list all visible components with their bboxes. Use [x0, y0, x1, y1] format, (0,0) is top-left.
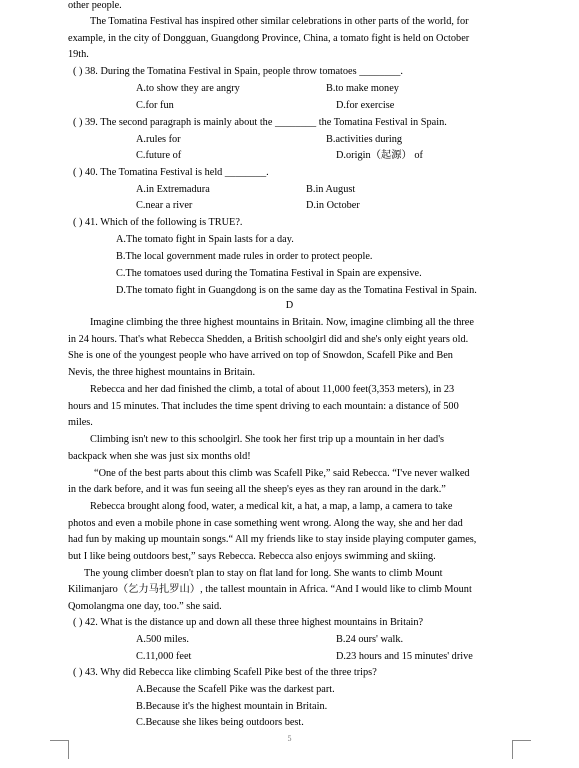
option-40-c: C.near a river — [136, 200, 193, 211]
question-41: ( ) 41. Which of the following is TRUE?. — [73, 217, 243, 228]
text-line: The young climber doesn't plan to stay on flat land for long. She wants to climb Mount — [84, 568, 443, 579]
option-38-d: D.for exercise — [336, 100, 395, 111]
option-42-c: C.11,000 feet — [136, 651, 192, 662]
option-38-b: B.to make money — [326, 83, 399, 94]
text-line: miles. — [68, 417, 93, 428]
question-42: ( ) 42. What is the distance up and down all these three highest mountains in Britain? — [73, 617, 424, 628]
text-line: Nevis, the three highest mountains in Britain. — [68, 367, 256, 378]
option-38-c: C.for fun — [136, 100, 174, 111]
text-line: Imagine climbing the three highest mountains in Britain. Now, imagine climbing all the three — [90, 317, 474, 328]
text-line: in the dark before, and it was fun seeing all the sheep's eyes as they ran around in the dark.” — [68, 484, 446, 495]
question-40: ( ) 40. The Tomatina Festival is held ________. — [73, 167, 269, 178]
text-line: Climbing isn't new to this schoolgirl. She took her first trip up a mountain in her dad's — [90, 434, 445, 445]
text-line: backpack when she was just six months old! — [68, 451, 251, 462]
option-39-a: A.rules for — [136, 134, 181, 145]
text-line: She is one of the youngest people who have arrived on top of Snowdon, Scafell Pike and Ben — [68, 350, 453, 361]
option-43-b: B.Because it's the highest mountain in Britain. — [136, 701, 328, 712]
page-corner-mark — [512, 740, 531, 759]
text-line: hours and 15 minutes. That includes the time spent driving to each mountain: a distance of 500 — [68, 401, 459, 412]
option-41-d: D.The tomato fight in Guangdong is on the same day as the Tomatina Festival in Spain. — [116, 285, 477, 296]
text-line: Kilimanjaro（乞力马扎罗山）, the tallest mountain in Africa. “And I would like to climb Mount — [68, 584, 472, 595]
question-38: ( ) 38. During the Tomatina Festival in Spain, people throw tomatoes ________. — [73, 66, 403, 77]
option-42-d: D.23 hours and 15 minutes' drive — [336, 651, 473, 662]
text-line: Rebecca brought along food, water, a medical kit, a hat, a map, a lamp, a camera to take — [90, 501, 453, 512]
option-40-d: D.in October — [306, 200, 360, 211]
text-line: other people. — [68, 0, 122, 11]
option-43-c: C.Because she likes being outdoors best. — [136, 717, 304, 728]
text-line: had fun by making up mountain songs.“ All my friends like to stay inside playing computer games, — [68, 534, 477, 545]
text-line: in 24 hours. That's what Rebecca Shedden, a British schoolgirl did and she's only eight years old. — [68, 334, 469, 345]
option-40-a: A.in Extremadura — [136, 184, 210, 195]
text-line: “One of the best parts about this climb was Scafell Pike,” said Rebecca. “I've never walked — [94, 468, 470, 479]
option-43-a: A.Because the Scafell Pike was the darkest part. — [136, 684, 335, 695]
option-41-a: A.The tomato fight in Spain lasts for a day. — [116, 234, 294, 245]
section-title: D — [285, 300, 294, 311]
text-line: photos and even a mobile phone in case something went wrong. Along the way, she and her dad — [68, 518, 463, 529]
option-39-d: D.origin（起源） of — [336, 150, 423, 161]
option-42-a: A.500 miles. — [136, 634, 189, 645]
text-line: 19th. — [68, 49, 89, 60]
page-corner-mark — [50, 740, 69, 759]
option-40-b: B.in August — [306, 184, 356, 195]
text-line: but I like being outdoors best,” says Rebecca. Rebecca also enjoys swimming and skiing. — [68, 551, 436, 562]
option-39-c: C.future of — [136, 150, 182, 161]
option-41-b: B.The local government made rules in order to protect people. — [116, 251, 373, 262]
text-line: Qomolangma one day, too.” she said. — [68, 601, 222, 612]
question-39: ( ) 39. The second paragraph is mainly about the ________ the Tomatina Festival in Spain. — [73, 117, 447, 128]
option-39-b: B.activities during — [326, 134, 403, 145]
option-41-c: C.The tomatoes used during the Tomatina Festival in Spain are expensive. — [116, 268, 422, 279]
text-line: The Tomatina Festival has inspired other similar celebrations in other parts of the world, for — [90, 16, 469, 27]
text-line: Rebecca and her dad finished the climb, a total of about 11,000 feet(3,353 meters), in 23 — [90, 384, 455, 395]
question-43: ( ) 43. Why did Rebecca like climbing Scafell Pike best of the three trips? — [73, 667, 377, 678]
option-42-b: B.24 ours' walk. — [336, 634, 404, 645]
option-38-a: A.to show they are angry — [136, 83, 240, 94]
text-line: example, in the city of Dongguan, Guangdong Province, China, a tomato fight is held on October — [68, 33, 470, 44]
page-number: 5 — [287, 734, 292, 743]
